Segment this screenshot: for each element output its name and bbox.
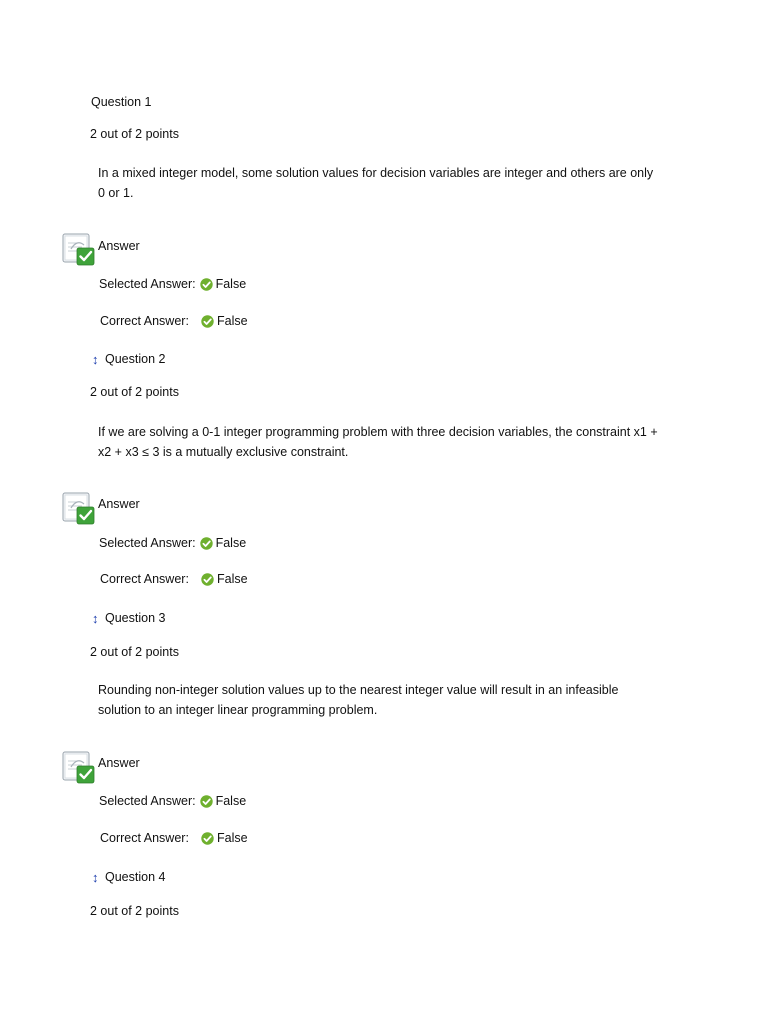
question-2-title: Question 2: [105, 352, 166, 366]
question-4-points: 2 out of 2 points: [90, 904, 179, 918]
reorder-arrow-icon[interactable]: ↕: [92, 352, 99, 367]
reorder-arrow-icon[interactable]: ↕: [92, 870, 99, 885]
question-2-text: If we are solving a 0-1 integer programming problem with three decision variables, the constraint x1 + x2 + x3 ≤ 3 is a mutually exclusive constraint.: [98, 425, 658, 459]
correct-check-icon: [200, 278, 213, 291]
question-1-text: In a mixed integer model, some solution values for decision variables are integer and others are only 0 or 1.: [98, 166, 654, 200]
correct-answer-row: [100, 314, 248, 328]
graded-answer-icon: [62, 233, 95, 267]
correct-answer-label: Correct Answer:: [100, 572, 189, 586]
correct-check-icon: [201, 315, 214, 328]
question-1-points: 2 out of 2 points: [90, 127, 179, 141]
question-3-title: Question 3: [105, 611, 166, 625]
question-2-points: 2 out of 2 points: [90, 385, 179, 399]
selected-answer-row: [99, 277, 246, 291]
question-2-title-row: [92, 352, 165, 366]
question-4-title-row: [92, 870, 165, 884]
correct-check-icon: [201, 573, 214, 586]
selected-answer-value: False: [215, 794, 247, 808]
correct-check-icon: [200, 537, 213, 550]
selected-answer-row: [99, 794, 246, 808]
answer-label: Answer: [98, 497, 140, 511]
question-3-text: Rounding non-integer solution values up to the nearest integer value will result in an infeasible solution to an integer linear programming problem.: [98, 683, 619, 717]
answer-label: Answer: [98, 756, 140, 770]
answer-label: Answer: [98, 239, 140, 253]
question-3-points: 2 out of 2 points: [90, 645, 179, 659]
graded-answer-icon: [62, 492, 95, 526]
correct-answer-row: [100, 831, 248, 845]
correct-answer-value: False: [217, 831, 248, 845]
correct-answer-row: [100, 572, 248, 586]
correct-check-icon: [201, 832, 214, 845]
reorder-arrow-icon[interactable]: ↕: [92, 611, 99, 626]
selected-answer-value: False: [215, 277, 247, 291]
correct-answer-value: False: [217, 314, 248, 328]
question-4-title: Question 4: [105, 870, 166, 884]
selected-answer-label: Selected Answer:: [99, 794, 196, 808]
correct-check-icon: [200, 795, 213, 808]
question-3-title-row: [92, 611, 165, 625]
graded-answer-icon: [62, 751, 95, 785]
selected-answer-label: Selected Answer:: [99, 536, 196, 550]
selected-answer-label: Selected Answer:: [99, 277, 196, 291]
correct-answer-label: Correct Answer:: [100, 314, 189, 328]
selected-answer-value: False: [215, 536, 247, 550]
selected-answer-row: [99, 536, 246, 550]
question-1-title: Question 1: [91, 95, 152, 109]
correct-answer-label: Correct Answer:: [100, 831, 189, 845]
correct-answer-value: False: [217, 572, 248, 586]
